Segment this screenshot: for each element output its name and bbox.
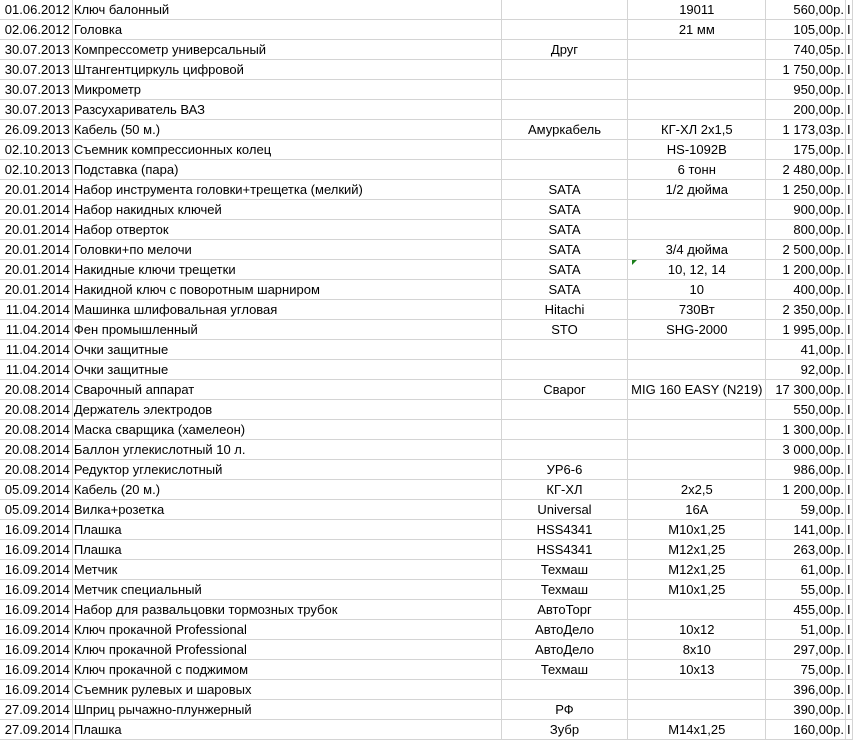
cell-extra[interactable]: I: [846, 420, 853, 440]
cell-model[interactable]: [628, 680, 766, 700]
cell-brand[interactable]: АвтоДело: [501, 640, 628, 660]
table-row: [0, 300, 853, 320]
cell-brand[interactable]: Universal: [501, 500, 628, 520]
cell-date[interactable]: 27.09.2014: [0, 700, 72, 720]
cell-price[interactable]: 1 300,00р.: [766, 420, 846, 440]
cell-item-name[interactable]: Набор инструмента головки+трещетка (мелкий): [72, 180, 501, 200]
cell-price[interactable]: 141,00р.: [766, 520, 846, 540]
cell-model[interactable]: [628, 600, 766, 620]
cell-model[interactable]: MIG 160 EASY (N219): [628, 380, 766, 400]
cell-date[interactable]: 16.09.2014: [0, 600, 72, 620]
cell-price[interactable]: 1 750,00р.: [766, 60, 846, 80]
cell-item-name[interactable]: Плашка: [72, 520, 501, 540]
cell-model[interactable]: 16A: [628, 500, 766, 520]
cell-item-name[interactable]: Ключ прокачной с поджимом: [72, 660, 501, 680]
cell-price[interactable]: 3 000,00р.: [766, 440, 846, 460]
cell-brand[interactable]: УР6-6: [501, 460, 628, 480]
cell-date[interactable]: 05.09.2014: [0, 500, 72, 520]
cell-date[interactable]: 30.07.2013: [0, 100, 72, 120]
cell-item-name[interactable]: Кабель (50 м.): [72, 120, 501, 140]
cell-brand[interactable]: Зубр: [501, 720, 628, 740]
table-row: [0, 540, 853, 560]
table-row: [0, 460, 853, 480]
cell-item-name[interactable]: Головка: [72, 20, 501, 40]
table-row: [0, 200, 853, 220]
cell-model[interactable]: [628, 200, 766, 220]
table-row: [0, 400, 853, 420]
table-row: [0, 420, 853, 440]
cell-item-name[interactable]: Маска сварщика (хамелеон): [72, 420, 501, 440]
table-row: [0, 660, 853, 680]
cell-date[interactable]: 26.09.2013: [0, 120, 72, 140]
cell-extra[interactable]: I: [846, 60, 853, 80]
table-row: [0, 140, 853, 160]
cell-price[interactable]: 400,00р.: [766, 280, 846, 300]
cell-date[interactable]: 02.10.2013: [0, 160, 72, 180]
cell-brand[interactable]: [501, 140, 628, 160]
cell-model[interactable]: M12x1,25: [628, 540, 766, 560]
table-row: [0, 100, 853, 120]
cell-model[interactable]: [628, 440, 766, 460]
cell-model[interactable]: [628, 340, 766, 360]
cell-item-name[interactable]: Плашка: [72, 540, 501, 560]
cell-extra[interactable]: I: [846, 480, 853, 500]
cell-extra[interactable]: I: [846, 720, 853, 740]
cell-model[interactable]: [628, 40, 766, 60]
cell-brand[interactable]: [501, 400, 628, 420]
cell-brand[interactable]: Техмаш: [501, 580, 628, 600]
cell-item-name[interactable]: Держатель электродов: [72, 400, 501, 420]
cell-price[interactable]: 1 200,00р.: [766, 260, 846, 280]
table-row: [0, 380, 853, 400]
cell-date[interactable]: 16.09.2014: [0, 580, 72, 600]
cell-date[interactable]: 16.09.2014: [0, 560, 72, 580]
cell-extra[interactable]: I: [846, 220, 853, 240]
table-row: [0, 40, 853, 60]
cell-date[interactable]: 20.01.2014: [0, 220, 72, 240]
cell-item-name[interactable]: Съемник рулевых и шаровых: [72, 680, 501, 700]
cell-extra[interactable]: I: [846, 260, 853, 280]
cell-extra[interactable]: I: [846, 540, 853, 560]
cell-extra[interactable]: I: [846, 180, 853, 200]
cell-brand[interactable]: HSS4341: [501, 540, 628, 560]
cell-item-name[interactable]: Микрометр: [72, 80, 501, 100]
cell-extra[interactable]: I: [846, 680, 853, 700]
table-row: [0, 20, 853, 40]
cell-extra[interactable]: I: [846, 120, 853, 140]
cell-item-name[interactable]: Вилка+розетка: [72, 500, 501, 520]
cell-model[interactable]: 10x12: [628, 620, 766, 640]
cell-item-name[interactable]: Набор для развальцовки тормозных трубок: [72, 600, 501, 620]
cell-brand[interactable]: КГ-ХЛ: [501, 480, 628, 500]
cell-item-name[interactable]: Ключ прокачной Professional: [72, 620, 501, 640]
cell-price[interactable]: 160,00р.: [766, 720, 846, 740]
table-row: [0, 320, 853, 340]
cell-date[interactable]: 20.01.2014: [0, 260, 72, 280]
cell-price[interactable]: 2 350,00р.: [766, 300, 846, 320]
cell-brand[interactable]: [501, 440, 628, 460]
cell-item-name[interactable]: Ключ балонный: [72, 0, 501, 20]
cell-model[interactable]: [628, 400, 766, 420]
table-row: [0, 160, 853, 180]
cell-item-name[interactable]: Набор накидных ключей: [72, 200, 501, 220]
cell-date[interactable]: 16.09.2014: [0, 620, 72, 640]
cell-price[interactable]: 986,00р.: [766, 460, 846, 480]
table-row: [0, 700, 853, 720]
cell-model[interactable]: 10x13: [628, 660, 766, 680]
cell-extra[interactable]: I: [846, 660, 853, 680]
cell-brand[interactable]: STO: [501, 320, 628, 340]
cell-date[interactable]: 30.07.2013: [0, 60, 72, 80]
cell-extra[interactable]: I: [846, 600, 853, 620]
cell-item-name[interactable]: Очки защитные: [72, 340, 501, 360]
cell-price[interactable]: 55,00р.: [766, 580, 846, 600]
cell-date[interactable]: 16.09.2014: [0, 680, 72, 700]
cell-price[interactable]: 175,00р.: [766, 140, 846, 160]
cell-date[interactable]: 20.08.2014: [0, 440, 72, 460]
cell-price[interactable]: 75,00р.: [766, 660, 846, 680]
cell-price[interactable]: 59,00р.: [766, 500, 846, 520]
cell-date[interactable]: 16.09.2014: [0, 520, 72, 540]
cell-item-name[interactable]: Шприц рычажно-плунжерный: [72, 700, 501, 720]
cell-item-name[interactable]: Метчик специальный: [72, 580, 501, 600]
cell-date[interactable]: 20.01.2014: [0, 240, 72, 260]
cell-price[interactable]: 550,00р.: [766, 400, 846, 420]
cell-brand[interactable]: РФ: [501, 700, 628, 720]
cell-model[interactable]: 2х2,5: [628, 480, 766, 500]
cell-date[interactable]: 05.09.2014: [0, 480, 72, 500]
cell-item-name[interactable]: Машинка шлифовальная угловая: [72, 300, 501, 320]
cell-price[interactable]: 390,00р.: [766, 700, 846, 720]
table-row: [0, 260, 853, 280]
cell-price[interactable]: 800,00р.: [766, 220, 846, 240]
cell-comment-indicator-icon: [632, 260, 637, 265]
cell-date[interactable]: 20.08.2014: [0, 420, 72, 440]
cell-extra[interactable]: I: [846, 520, 853, 540]
cell-brand[interactable]: SATA: [501, 260, 628, 280]
cell-item-name[interactable]: Компрессометр универсальный: [72, 40, 501, 60]
cell-item-name[interactable]: Ключ прокачной Professional: [72, 640, 501, 660]
cell-price[interactable]: 396,00р.: [766, 680, 846, 700]
cell-date[interactable]: 16.09.2014: [0, 640, 72, 660]
cell-brand[interactable]: [501, 100, 628, 120]
cell-extra[interactable]: I: [846, 20, 853, 40]
cell-brand[interactable]: Техмаш: [501, 560, 628, 580]
table-row: [0, 580, 853, 600]
cell-model[interactable]: [628, 360, 766, 380]
cell-price[interactable]: 1 250,00р.: [766, 180, 846, 200]
cell-model[interactable]: 21 мм: [628, 20, 766, 40]
cell-date[interactable]: 01.06.2012: [0, 0, 72, 20]
cell-extra[interactable]: I: [846, 300, 853, 320]
cell-extra[interactable]: I: [846, 620, 853, 640]
cell-item-name[interactable]: Подставка (пара): [72, 160, 501, 180]
table-row: [0, 360, 853, 380]
cell-item-name[interactable]: Баллон углекислотный 10 л.: [72, 440, 501, 460]
cell-extra[interactable]: I: [846, 100, 853, 120]
cell-model[interactable]: [628, 100, 766, 120]
table-row: [0, 340, 853, 360]
cell-model[interactable]: 1/2 дюйма: [628, 180, 766, 200]
table-row: [0, 600, 853, 620]
cell-price[interactable]: 950,00р.: [766, 80, 846, 100]
cell-price[interactable]: 61,00р.: [766, 560, 846, 580]
cell-item-name[interactable]: Штангентциркуль цифровой: [72, 60, 501, 80]
cell-extra[interactable]: I: [846, 80, 853, 100]
cell-item-name[interactable]: Съемник компрессионных колец: [72, 140, 501, 160]
cell-extra[interactable]: I: [846, 320, 853, 340]
cell-item-name[interactable]: Накидные ключи трещетки: [72, 260, 501, 280]
cell-extra[interactable]: I: [846, 340, 853, 360]
cell-item-name[interactable]: Очки защитные: [72, 360, 501, 380]
cell-price[interactable]: 17 300,00р.: [766, 380, 846, 400]
cell-model[interactable]: [628, 460, 766, 480]
cell-item-name[interactable]: Плашка: [72, 720, 501, 740]
cell-brand[interactable]: [501, 20, 628, 40]
cell-price[interactable]: 2 500,00р.: [766, 240, 846, 260]
table-row: [0, 520, 853, 540]
cell-model[interactable]: M12x1,25: [628, 560, 766, 580]
cell-model[interactable]: 3/4 дюйма: [628, 240, 766, 260]
cell-date[interactable]: 27.09.2014: [0, 720, 72, 740]
table-row: [0, 280, 853, 300]
cell-price[interactable]: 1 995,00р.: [766, 320, 846, 340]
cell-model[interactable]: КГ-ХЛ 2х1,5: [628, 120, 766, 140]
cell-date[interactable]: 20.01.2014: [0, 180, 72, 200]
cell-date[interactable]: 20.01.2014: [0, 280, 72, 300]
table-row: [0, 720, 853, 740]
cell-brand[interactable]: SATA: [501, 280, 628, 300]
cell-brand[interactable]: [501, 0, 628, 20]
cell-date[interactable]: 20.08.2014: [0, 460, 72, 480]
cell-model[interactable]: 730Вт: [628, 300, 766, 320]
cell-extra[interactable]: I: [846, 200, 853, 220]
cell-extra[interactable]: I: [846, 580, 853, 600]
cell-item-name[interactable]: Головки+по мелочи: [72, 240, 501, 260]
cell-extra[interactable]: I: [846, 140, 853, 160]
cell-date[interactable]: 20.08.2014: [0, 380, 72, 400]
table-row: [0, 620, 853, 640]
cell-price[interactable]: 92,00р.: [766, 360, 846, 380]
table-row: [0, 640, 853, 660]
cell-item-name[interactable]: Набор отверток: [72, 220, 501, 240]
cell-price[interactable]: 51,00р.: [766, 620, 846, 640]
cell-extra[interactable]: I: [846, 40, 853, 60]
cell-date[interactable]: 11.04.2014: [0, 300, 72, 320]
cell-date[interactable]: 30.07.2013: [0, 80, 72, 100]
cell-model[interactable]: 10, 12, 14: [628, 260, 766, 280]
cell-brand[interactable]: Друг: [501, 40, 628, 60]
table-row: [0, 80, 853, 100]
cell-brand[interactable]: Сварог: [501, 380, 628, 400]
cell-date[interactable]: 11.04.2014: [0, 360, 72, 380]
cell-item-name[interactable]: Фен промышленный: [72, 320, 501, 340]
cell-model[interactable]: M14x1,25: [628, 720, 766, 740]
cell-date[interactable]: 16.09.2014: [0, 540, 72, 560]
cell-item-name[interactable]: Накидной ключ с поворотным шарниром: [72, 280, 501, 300]
cell-item-name[interactable]: Сварочный аппарат: [72, 380, 501, 400]
cell-price[interactable]: 740,05р.: [766, 40, 846, 60]
cell-price[interactable]: 105,00р.: [766, 20, 846, 40]
cell-model[interactable]: 10: [628, 280, 766, 300]
table-row: [0, 680, 853, 700]
cell-item-name[interactable]: Редуктор углекислотный: [72, 460, 501, 480]
cell-extra[interactable]: I: [846, 360, 853, 380]
table-row: [0, 0, 853, 20]
table-row: [0, 440, 853, 460]
cell-model[interactable]: M10x1,25: [628, 520, 766, 540]
cell-date[interactable]: 11.04.2014: [0, 340, 72, 360]
cell-extra[interactable]: I: [846, 240, 853, 260]
cell-extra[interactable]: I: [846, 640, 853, 660]
cell-extra[interactable]: I: [846, 440, 853, 460]
cell-price[interactable]: 1 200,00р.: [766, 480, 846, 500]
cell-price[interactable]: 455,00р.: [766, 600, 846, 620]
cell-brand[interactable]: [501, 340, 628, 360]
table-row: [0, 560, 853, 580]
table-row: [0, 120, 853, 140]
cell-date[interactable]: 11.04.2014: [0, 320, 72, 340]
cell-model[interactable]: [628, 220, 766, 240]
cell-brand[interactable]: АвтоТорг: [501, 600, 628, 620]
table-row: [0, 60, 853, 80]
cell-extra[interactable]: I: [846, 280, 853, 300]
cell-brand[interactable]: SATA: [501, 240, 628, 260]
cell-brand[interactable]: Амуркабель: [501, 120, 628, 140]
cell-model[interactable]: 19011: [628, 0, 766, 20]
cell-extra[interactable]: I: [846, 500, 853, 520]
cell-brand[interactable]: [501, 160, 628, 180]
cell-model[interactable]: 8x10: [628, 640, 766, 660]
cell-date[interactable]: 30.07.2013: [0, 40, 72, 60]
cell-brand[interactable]: Hitachi: [501, 300, 628, 320]
cell-model[interactable]: [628, 80, 766, 100]
cell-item-name[interactable]: Кабель (20 м.): [72, 480, 501, 500]
cell-model[interactable]: 6 тонн: [628, 160, 766, 180]
cell-brand[interactable]: SATA: [501, 180, 628, 200]
cell-model[interactable]: [628, 700, 766, 720]
table-row: [0, 500, 853, 520]
cell-model[interactable]: [628, 420, 766, 440]
cell-date[interactable]: 20.08.2014: [0, 400, 72, 420]
cell-price[interactable]: 297,00р.: [766, 640, 846, 660]
table-row: [0, 220, 853, 240]
cell-date[interactable]: 20.01.2014: [0, 200, 72, 220]
cell-brand[interactable]: [501, 420, 628, 440]
cell-extra[interactable]: I: [846, 560, 853, 580]
cell-extra[interactable]: I: [846, 400, 853, 420]
cell-price[interactable]: 1 173,03р.: [766, 120, 846, 140]
cell-brand[interactable]: [501, 680, 628, 700]
cell-brand[interactable]: HSS4341: [501, 520, 628, 540]
cell-model[interactable]: SHG-2000: [628, 320, 766, 340]
cell-extra[interactable]: I: [846, 0, 853, 20]
cell-item-name[interactable]: Метчик: [72, 560, 501, 580]
cell-extra[interactable]: I: [846, 700, 853, 720]
cell-extra[interactable]: I: [846, 160, 853, 180]
cell-item-name[interactable]: Разсухариватель ВАЗ: [72, 100, 501, 120]
cell-date[interactable]: 16.09.2014: [0, 660, 72, 680]
cell-brand[interactable]: [501, 60, 628, 80]
cell-extra[interactable]: I: [846, 380, 853, 400]
cell-price[interactable]: 900,00р.: [766, 200, 846, 220]
cell-date[interactable]: 02.10.2013: [0, 140, 72, 160]
cell-price[interactable]: 560,00р.: [766, 0, 846, 20]
cell-brand[interactable]: SATA: [501, 200, 628, 220]
cell-price[interactable]: 41,00р.: [766, 340, 846, 360]
cell-model[interactable]: M10x1,25: [628, 580, 766, 600]
cell-brand[interactable]: [501, 80, 628, 100]
cell-brand[interactable]: АвтоДело: [501, 620, 628, 640]
cell-brand[interactable]: SATA: [501, 220, 628, 240]
table-row: [0, 480, 853, 500]
cell-date[interactable]: 02.06.2012: [0, 20, 72, 40]
cell-brand[interactable]: [501, 360, 628, 380]
cell-model[interactable]: [628, 60, 766, 80]
cell-model[interactable]: HS-1092B: [628, 140, 766, 160]
cell-price[interactable]: 2 480,00р.: [766, 160, 846, 180]
table-row: [0, 180, 853, 200]
table-row: [0, 240, 853, 260]
cell-brand[interactable]: Техмаш: [501, 660, 628, 680]
cell-price[interactable]: 200,00р.: [766, 100, 846, 120]
cell-extra[interactable]: I: [846, 460, 853, 480]
cell-price[interactable]: 263,00р.: [766, 540, 846, 560]
